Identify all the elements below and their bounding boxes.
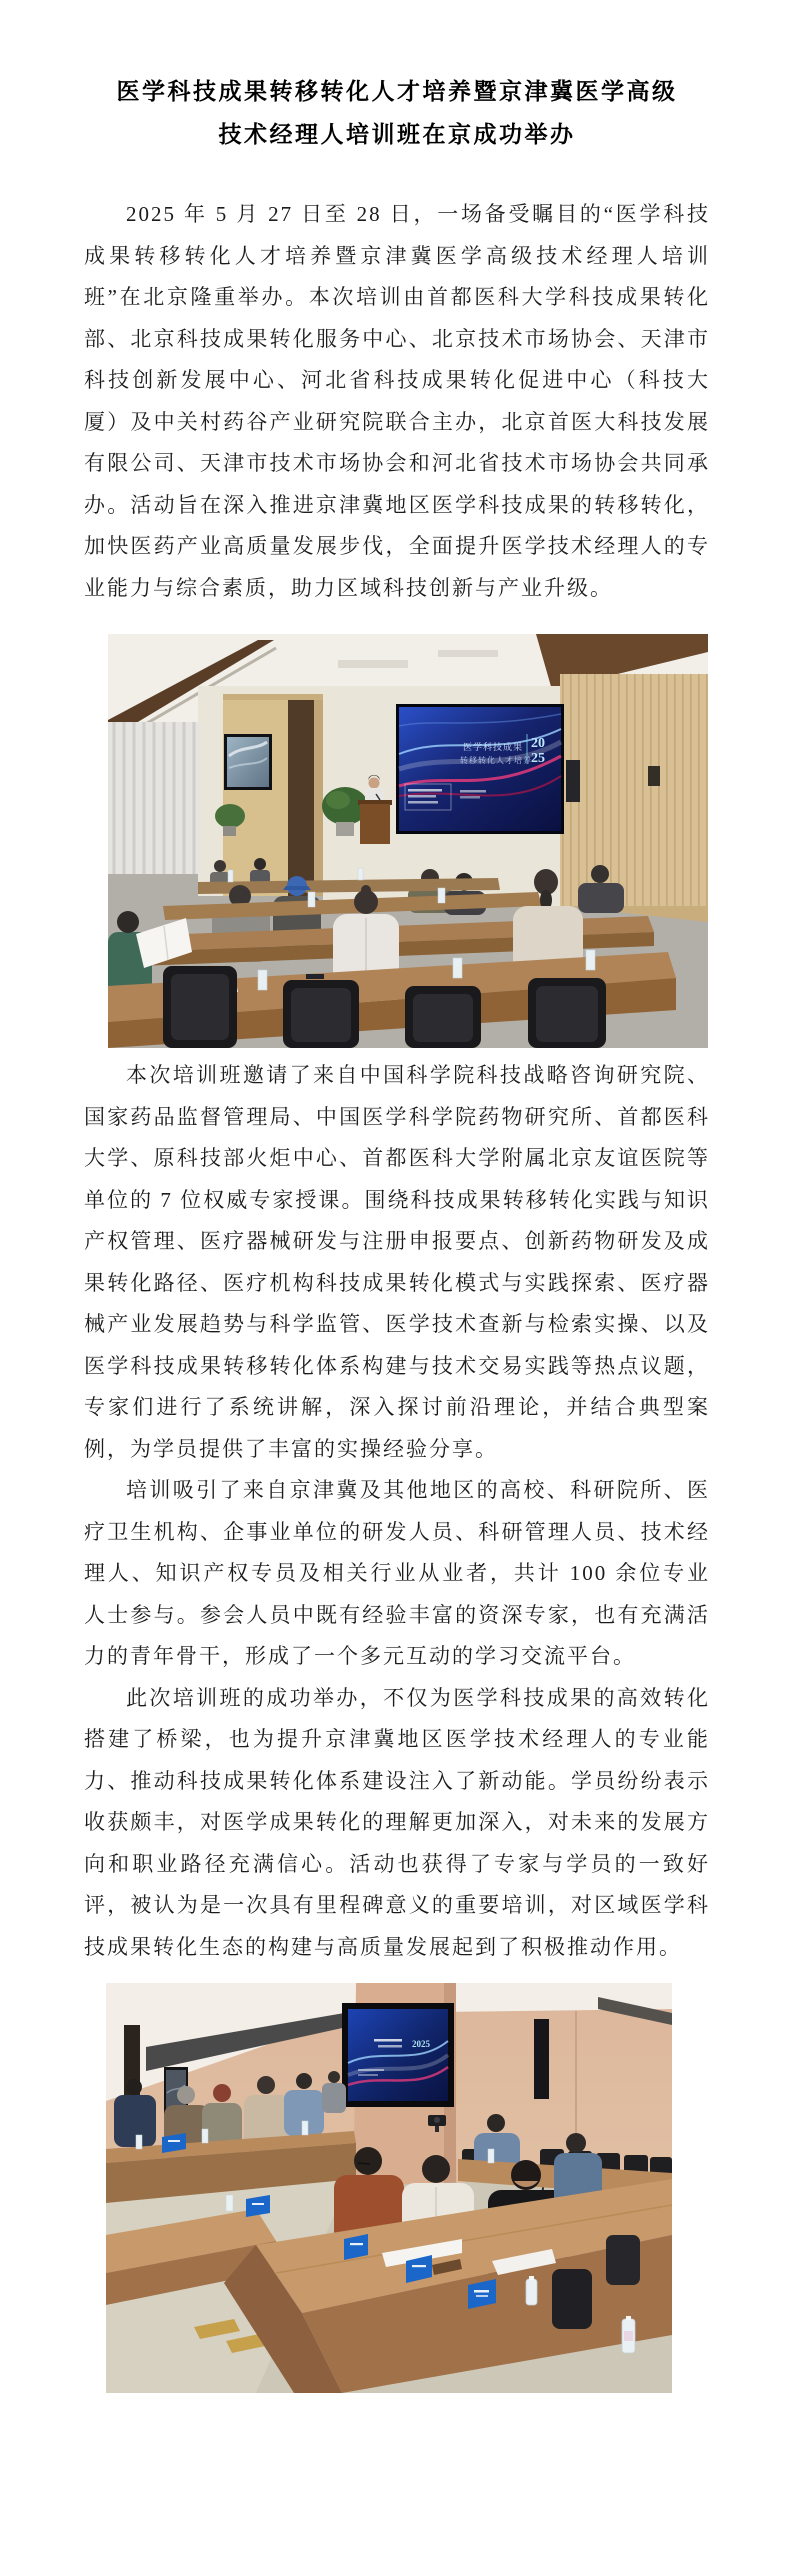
window-blinds: [108, 722, 200, 874]
slat-wall: [560, 674, 708, 910]
led-screen-title-line-1: 医学科技成果: [462, 742, 524, 752]
led-screen-year-bottom: 25: [531, 751, 545, 766]
title-line-2: 技术经理人培训班在京成功举办: [218, 122, 576, 147]
wall-speaker: [566, 760, 580, 802]
paragraph-experts: 本次培训班邀请了来自中国科学院科技战略咨询研究院、国家药品监督管理局、中国医学科学院药物研究所、首都医科大学、原科技部火炬中心、首都医科大学附属北京友谊医院等单位的 7 位权威专家授课。围绕科技成果转移转化实践与知识产权管理、医疗器械研发与注册申报要点、创新药物研发及成果转化路径、医疗机构科技成果转化模式与实践探索、医疗器械产业发展趋势与科学监管、医学技术查新与检索实操、以及医学科技成果转移转化体系构建与技术交易实践等热点议题，专家们进行了系统讲解，深入探讨前沿理论，并结合典型案例，为学员提供了丰富的实操经验分享。: [84, 1063, 710, 1461]
photo-training-room-wide-svg: [108, 634, 708, 1048]
wall-speaker-right: [534, 2019, 549, 2099]
title-line-1: 医学科技成果转移转化人才培养暨京津冀医学高级: [116, 79, 678, 104]
podium: [358, 794, 392, 844]
photo-training-room-wide: [108, 634, 708, 1048]
paragraph-participants: 培训吸引了来自京津冀及其他地区的高校、科研院所、医疗卫生机构、企事业单位的研发人员、科研管理人员、技术经理人、知识产权专员及相关行业从业者，共计 100 余位专业人士参与。参会人员中既有经验丰富的资深专家，也有充满活力的青年骨干，形成了一个多元互动的学习交流平台。: [84, 1478, 710, 1668]
led-screen-year-top: 20: [531, 736, 545, 751]
article-title: [84, 70, 710, 156]
led-screen: [396, 704, 564, 834]
side-tv: [224, 734, 272, 790]
pillar-tv: [342, 2003, 454, 2107]
paragraph-intro: 2025 年 5 月 27 日至 28 日，一场备受瞩目的“医学科技成果转移转化人才培养暨京津冀医学高级技术经理人培训班”在北京隆重举办。本次培训由首都医科大学科技成果转化部、北京科技成果转化服务中心、北京技术市场协会、天津市科技创新发展中心、河北省科技成果转化促进中心（科技大厦）及中关村药谷产业研究院联合主办，北京首医大科技发展有限公司、天津市技术市场协会和河北省技术市场协会共同承办。活动旨在深入推进京津冀地区医学科技成果的转移转化，加快医药产业高质量发展步伐，全面提升医学技术经理人的专业能力与综合素质，助力区域科技创新与产业升级。: [84, 202, 710, 600]
led-screen-title-line-2: 转移转化人才培养: [460, 756, 532, 765]
photo-training-room-side-svg: [106, 1983, 672, 2393]
photo-training-room-side: [106, 1983, 672, 2393]
pillar-tv-year: 2025: [412, 2039, 430, 2049]
paragraph-conclusion: 此次培训班的成功举办，不仅为医学科技成果的高效转化搭建了桥梁，也为提升京津冀地区医学技术经理人的专业能力、推动科技成果转化体系建设注入了新动能。学员纷纷表示收获颇丰，对医学成果转化的理解更加深入，对未来的发展方向和职业路径充满信心。活动也获得了专家与学员的一致好评，被认为是一次具有里程碑意义的重要培训，对区域医学科技成果转化生态的构建与高质量发展起到了积极推动作用。: [84, 1685, 710, 1959]
column: [223, 694, 323, 906]
